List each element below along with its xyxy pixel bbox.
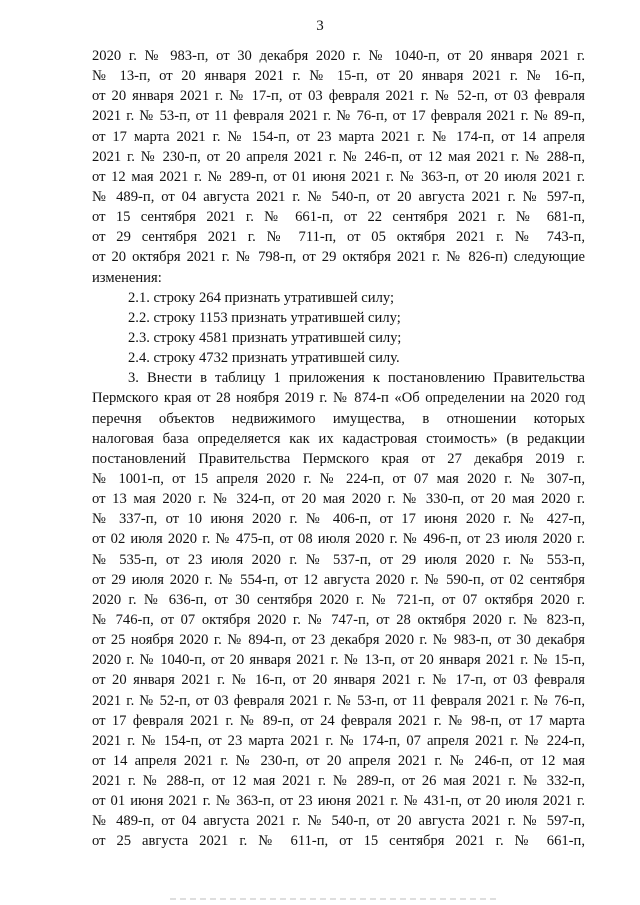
list-item: 2.2. строку 1153 признать утратившей силу;: [128, 309, 401, 326]
text-line: от 17 февраля 2021 г. № 89-п, от 24 февраля 2021 г. № 98-п, от 17 марта: [92, 712, 585, 729]
text-line: 2020 г. № 983-п, от 30 декабря 2020 г. № 1040-п, от 20 января 2021 г.: [92, 48, 585, 64]
text-line: от 12 мая 2021 г. № 289-п, от 01 июня 2021 г. № 363-п, от 20 июля 2021 г.: [92, 168, 585, 185]
text-line: № 489-п, от 04 августа 2021 г. № 540-п, от 20 августа 2021 г. № 597-п,: [92, 188, 585, 205]
text-line: № 13-п, от 20 января 2021 г. № 15-п, от 20 января 2021 г. № 16-п,: [92, 68, 585, 85]
text-line: № 535-п, от 23 июля 2020 г. № 537-п, от 29 июля 2020 г. № 553-п,: [92, 551, 585, 568]
text-line: 2020 г. № 1040-п, от 20 января 2021 г. № 13-п, от 20 января 2021 г. № 15-п,: [92, 652, 585, 669]
text-line: от 01 июня 2021 г. № 363-п, от 23 июня 2021 г. № 431-п, от 20 июля 2021 г.: [92, 793, 585, 810]
text-line: от 17 марта 2021 г. № 154-п, от 23 марта 2021 г. № 174-п, от 14 апреля: [92, 128, 585, 145]
text-line: изменения:: [92, 269, 162, 286]
text-line: 2021 г. № 52-п, от 03 февраля 2021 г. № 53-п, от 11 февраля 2021 г. № 76-п,: [92, 692, 585, 709]
text-line: постановлений Правительства Пермского края от 27 декабря 2019 г.: [92, 450, 585, 467]
text-line: от 15 сентября 2021 г. № 661-п, от 22 сентября 2021 г. № 681-п,: [92, 209, 585, 226]
text-line: от 02 июля 2020 г. № 475-п, от 08 июля 2020 г. № 496-п, от 23 июля 2020 г.: [92, 531, 585, 548]
page-number: 3: [316, 18, 324, 34]
text-line: от 20 октября 2021 г. № 798-п, от 29 октября 2021 г. № 826-п) следующие: [92, 249, 585, 266]
text-line: № 337-п, от 10 июня 2020 г. № 406-п, от 17 июня 2020 г. № 427-п,: [92, 511, 585, 528]
text-line: налоговая база определяется как их кадастровая стоимость» (в редакции: [92, 430, 585, 447]
text-line: 2021 г. № 53-п, от 11 февраля 2021 г. № 76-п, от 17 февраля 2021 г. № 89-п,: [92, 108, 585, 125]
text-line: от 20 января 2021 г. № 16-п, от 20 января 2021 г. № 17-п, от 03 февраля: [92, 672, 585, 689]
text-line: Пермского края от 28 ноября 2019 г. № 874-п «Об определении на 2020 год: [92, 390, 585, 407]
text-line: от 14 апреля 2021 г. № 230-п, от 20 апреля 2021 г. № 246-п, от 12 мая: [92, 752, 585, 769]
text-line: № 746-п, от 07 октября 2020 г. № 747-п, от 28 октября 2020 г. № 823-п,: [92, 611, 585, 628]
text-line: 3. Внести в таблицу 1 приложения к постановлению Правительства: [128, 370, 585, 387]
text-line: от 20 января 2021 г. № 17-п, от 03 февраля 2021 г. № 52-п, от 03 февраля: [92, 88, 585, 105]
text-line: 2020 г. № 636-п, от 30 сентября 2020 г. № 721-п, от 07 октября 2020 г.: [92, 591, 585, 608]
document-body: [92, 46, 585, 852]
text-line: от 29 июля 2020 г. № 554-п, от 12 августа 2020 г. № 590-п, от 02 сентября: [92, 571, 585, 588]
list-item: 2.3. строку 4581 признать утратившей силу;: [128, 329, 402, 346]
scan-artifact: [170, 898, 500, 900]
text-line: 2021 г. № 230-п, от 20 апреля 2021 г. № 246-п, от 12 мая 2021 г. № 288-п,: [92, 148, 585, 165]
text-line: 2021 г. № 288-п, от 12 мая 2021 г. № 289-п, от 26 мая 2021 г. № 332-п,: [92, 773, 585, 790]
text-line: перечня объектов недвижимого имущества, в отношении которых: [92, 410, 585, 427]
list-item: 2.4. строку 4732 признать утратившей силу.: [128, 350, 400, 367]
text-line: 2021 г. № 154-п, от 23 марта 2021 г. № 174-п, 07 апреля 2021 г. № 224-п,: [92, 732, 585, 749]
text-line: от 25 августа 2021 г. № 611-п, от 15 сентября 2021 г. № 661-п,: [92, 833, 585, 850]
text-line: № 1001-п, от 15 апреля 2020 г. № 224-п, от 07 мая 2020 г. № 307-п,: [92, 470, 585, 487]
text-line: от 13 мая 2020 г. № 324-п, от 20 мая 2020 г. № 330-п, от 20 мая 2020 г.: [92, 491, 585, 508]
list-item: 2.1. строку 264 признать утратившей силу;: [128, 289, 395, 306]
text-line: от 25 ноября 2020 г. № 894-п, от 23 декабря 2020 г. № 983-п, от 30 декабря: [92, 632, 585, 649]
text-line: от 29 сентября 2021 г. № 711-п, от 05 октября 2021 г. № 743-п,: [92, 229, 585, 246]
text-line: № 489-п, от 04 августа 2021 г. № 540-п, от 20 августа 2021 г. № 597-п,: [92, 813, 585, 830]
